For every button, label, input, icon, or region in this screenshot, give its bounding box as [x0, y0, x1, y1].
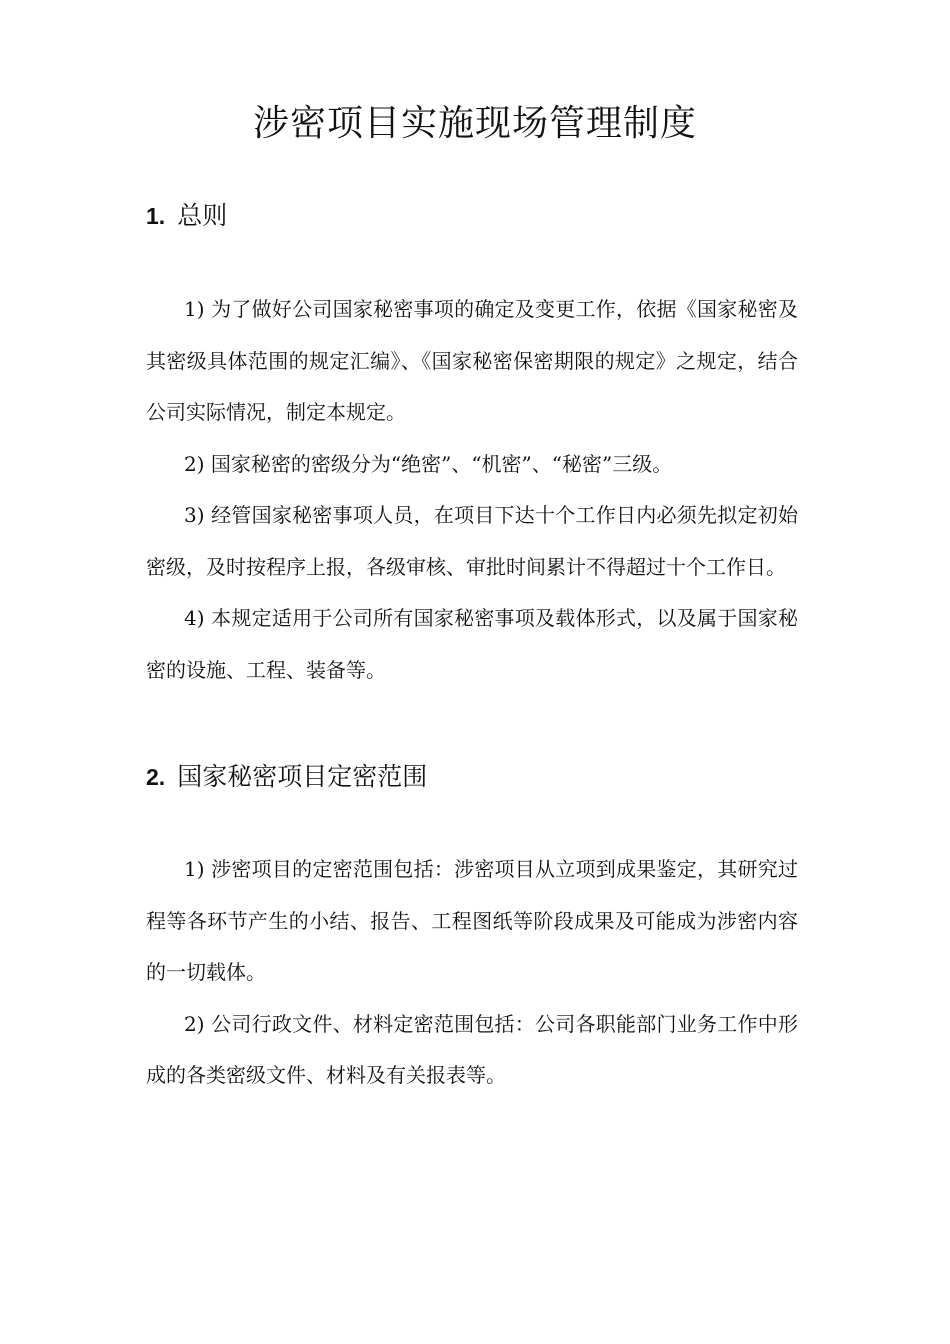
section-title: 总则 — [177, 201, 228, 230]
section-number: 2. — [146, 764, 166, 790]
clause-paragraph: 2) 公司行政文件、材料定密范围包括：公司各职能部门业务工作中形成的各类密级文件、材料及有关报表等。 — [146, 1011, 798, 1087]
clause-paragraph: 1) 为了做好公司国家秘密事项的确定及变更工作，依据《国家秘密及其密级具体范围的规定汇编》、《国家秘密保密期限的规定》之规定，结合公司实际情况，制定本规定。 — [146, 297, 798, 424]
section-title: 国家秘密项目定密范围 — [177, 762, 428, 791]
clause-paragraph: 1) 涉密项目的定密范围包括：涉密项目从立项到成果鉴定，其研究过程等各环节产生的小结、报告、工程图纸等阶段成果及可能成为涉密内容的一切载体。 — [146, 857, 798, 984]
clause-paragraph: 3) 经管国家秘密事项人员，在项目下达十个工作日内必须先拟定初始密级，及时按程序上报，各级审核、审批时间累计不得超过十个工作日。 — [146, 503, 798, 579]
section-heading-general — [146, 198, 227, 234]
section-1-clauses — [146, 284, 798, 696]
section-heading-classification-scope — [146, 759, 427, 795]
clause-paragraph: 4) 本规定适用于公司所有国家秘密事项及载体形式，以及属于国家秘密的设施、工程、装备等。 — [146, 606, 798, 682]
document-title: 涉密项目实施现场管理制度 — [252, 103, 697, 144]
section-2-clauses — [146, 844, 798, 1102]
clause-paragraph: 2) 国家秘密的密级分为“绝密”、“机密”、“秘密”三级。 — [184, 451, 673, 476]
section-number: 1. — [146, 203, 166, 229]
